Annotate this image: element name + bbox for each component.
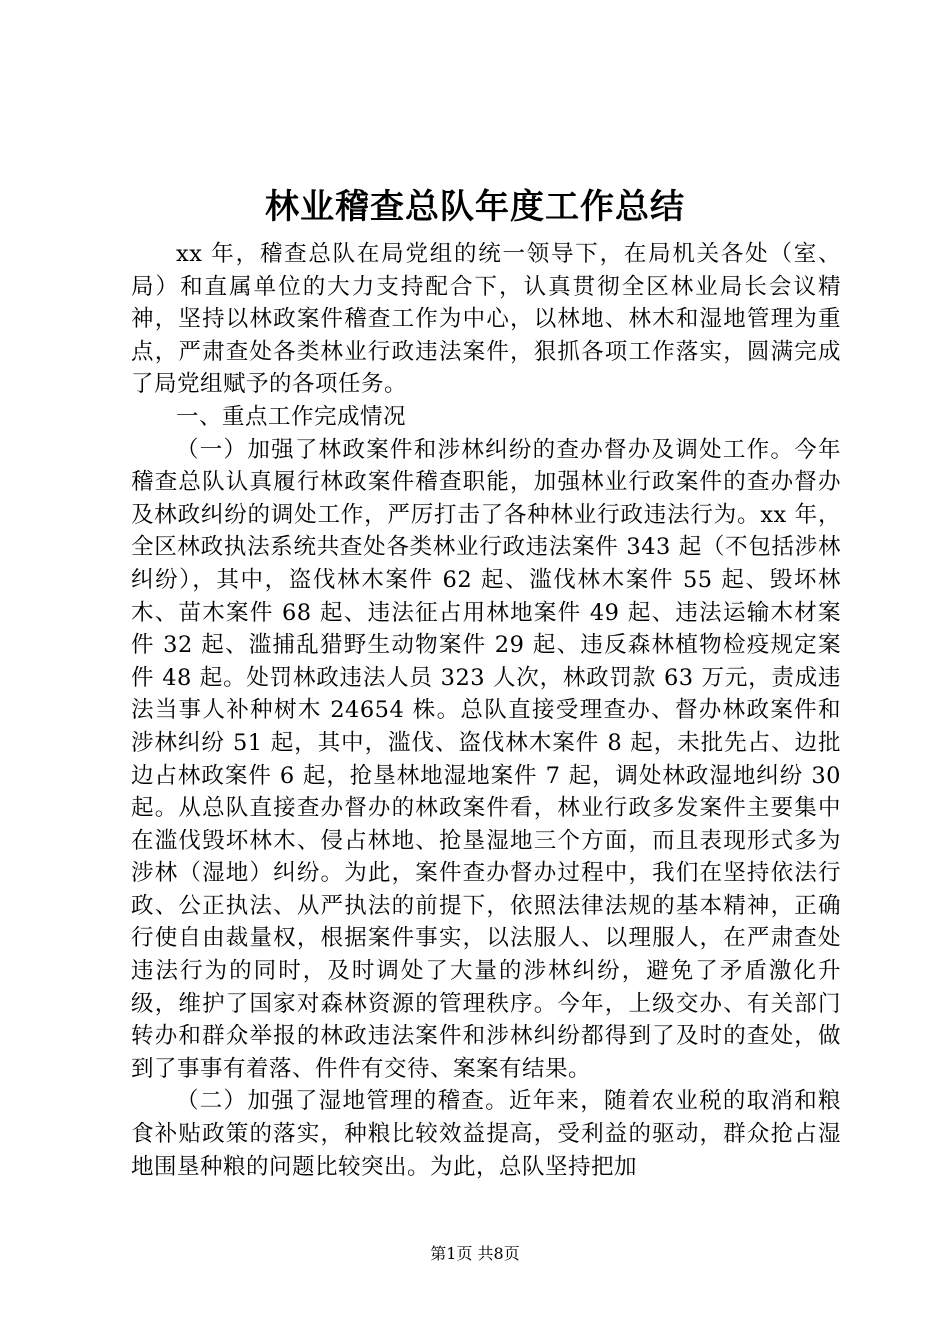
paragraph-case-handling: （一）加强了林政案件和涉林纠纷的查办督办及调处工作。今年稽查总队认真履行林政案件稽查职能，加强林业行政案件的查办督办及林政纠纷的调处工作，严厉打击了各种林业行政违法行为。xx 年，全区林政执法系统共查处各类林业行政违法案件 343 起（不包括涉林纠纷），其中，盗伐林木案件 62 起、滥伐林木案件 55 起、毁坏林木、苗木案件 68 起、违法征占用林地案件 49 起、违法运输木材案件 32 起、滥捕乱猎野生动物案件 29 起、违反森林植物检疫规定案件 48 起。处罚林政违法人员 323 人次，林政罚款 63 万元，责成违法当事人补种树木 24654 株。总队直接受理查办、督办林政案件和涉林纠纷 51 起，其中，滥伐、盗伐林木案件 8 起，未批先占、边批边占林政案件 6 起，抢垦林地湿地案件 7 起，调处林政湿地纠纷 30 起。从总队直接查办督办的林政案件看，林业行政多发案件主要集中在滥伐毁坏林木、侵占林地、抢垦湿地三个方面，而且表现形式多为涉林（湿地）纠纷。为此，案件查办督办过程中，我们在坚持依法行政、公正执法、从严执法的前提下，依照法律法规的基本精神，正确行使自由裁量权，根据案件事实，以法服人、以理服人，在严肃查处违法行为的同时，及时调处了大量的涉林纠纷，避免了矛盾激化升级，维护了国家对森林资源的管理秩序。今年，上级交办、有关部门转办和群众举报的林政违法案件和涉林纠纷都得到了及时的查处，做到了事事有着落、件件有交待、案案有结果。 xyxy=(131,436,841,1082)
page-footer: 第1页 共8页 xyxy=(430,1244,520,1263)
paragraph-wetland-inspection: （二）加强了湿地管理的稽查。近年来，随着农业税的取消和粮食补贴政策的落实，种粮比较效益提高，受利益的驱动，群众抢占湿地围垦种粮的问题比较突出。为此，总队坚持把加 xyxy=(131,1088,841,1180)
section-heading: 一、重点工作完成情况 xyxy=(176,403,407,430)
paragraph-intro: xx 年，稽查总队在局党组的统一领导下，在局机关各处（室、局）和直属单位的大力支持配合下，认真贯彻全区林业局长会议精神，坚持以林政案件稽查工作为中心，以林地、林木和湿地管理为重点，严肃查处各类林业行政违法案件，狠抓各项工作落实，圆满完成了局党组赋予的各项任务。 xyxy=(131,241,841,398)
document-body xyxy=(131,238,841,1183)
document-title: 林业稽查总队年度工作总结 xyxy=(265,187,685,227)
